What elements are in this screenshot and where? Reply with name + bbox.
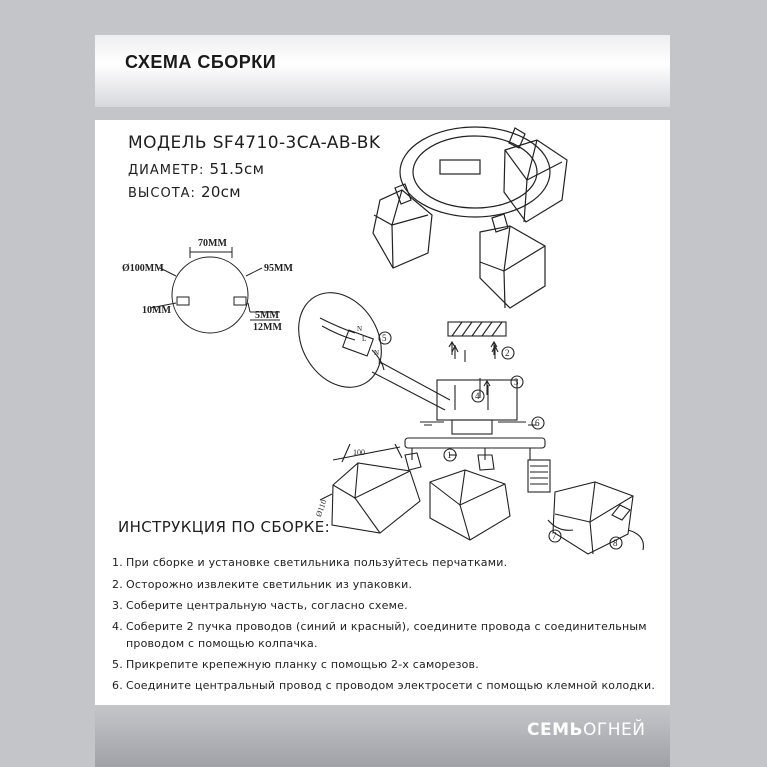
assembly-shade-2 (430, 470, 510, 540)
canopy-base (452, 420, 492, 434)
shade-length-label: 100 (353, 448, 365, 457)
shade-diameter-label: Ø110 (314, 498, 329, 519)
diameter-label: ДИАМЕТР: (128, 163, 205, 178)
lamp-bar (405, 438, 545, 448)
height-value: 20см (201, 183, 241, 201)
height-label: ВЫСОТА: (128, 186, 196, 201)
page-title: СХЕМА СБОРКИ (125, 52, 277, 72)
callout-6: 6 (535, 418, 540, 428)
width-label: 70MM (198, 238, 227, 249)
depth-label-2: 12MM (253, 322, 282, 333)
callout-8: 8 (613, 538, 618, 548)
left-offset-label: 10MM (142, 305, 171, 316)
callout-5: 5 (382, 333, 387, 343)
hole-label: 95MM (264, 263, 293, 274)
assembly-shade-1 (332, 463, 420, 533)
brand-bold: СЕМЬ (527, 720, 583, 740)
instruction-step-4: 4. Соберите 2 пучка проводов (синий и красный), соедините провода с соединительным проводом с помощью колпачка. (112, 620, 647, 650)
wire-letter-l-1: L (362, 335, 367, 343)
instruction-step-1: 1. При сборке и установке светильника пользуйтесь перчатками. (112, 556, 508, 569)
wire-letter-l-2: L (378, 358, 383, 366)
wire-connector-zoom (282, 278, 398, 403)
brand-light: ОГНЕЙ (582, 720, 646, 740)
outer-diameter-label: Ø100MM (122, 263, 164, 274)
callout-1: 1 (447, 450, 452, 460)
model-spec: МОДЕЛЬ SF4710-3CA-AB-BK (128, 133, 381, 153)
brand-logo (527, 720, 645, 740)
diameter-value: 51.5см (209, 160, 265, 178)
instruction-step-3: 3. Соберите центральную часть, согласно схеме. (112, 599, 408, 612)
callout-7: 7 (552, 531, 557, 541)
instruction-step-2: 2. Осторожно извлеките светильник из упаковки. (112, 578, 413, 591)
wire-letter-n-1: N (357, 325, 363, 333)
callout-4: 4 (475, 391, 480, 401)
callout-2: 2 (505, 348, 510, 358)
instructions-title: ИНСТРУКЦИЯ ПО СБОРКЕ: (118, 518, 331, 536)
instruction-step-5: 5. Прикрепите крепежную планку с помощью 2-х саморезов. (112, 658, 479, 671)
wire-letter-n-2: N (374, 349, 380, 357)
depth-label-1: 5MM (255, 310, 279, 321)
instruction-step-6: 6. Соедините центральный провод с проводом электросети с помощью клемной колодки. (112, 679, 656, 692)
callout-3: 3 (514, 377, 519, 387)
assembly-shade-3 (553, 482, 633, 554)
lamp-socket (528, 460, 550, 492)
terminal-block (343, 330, 374, 356)
